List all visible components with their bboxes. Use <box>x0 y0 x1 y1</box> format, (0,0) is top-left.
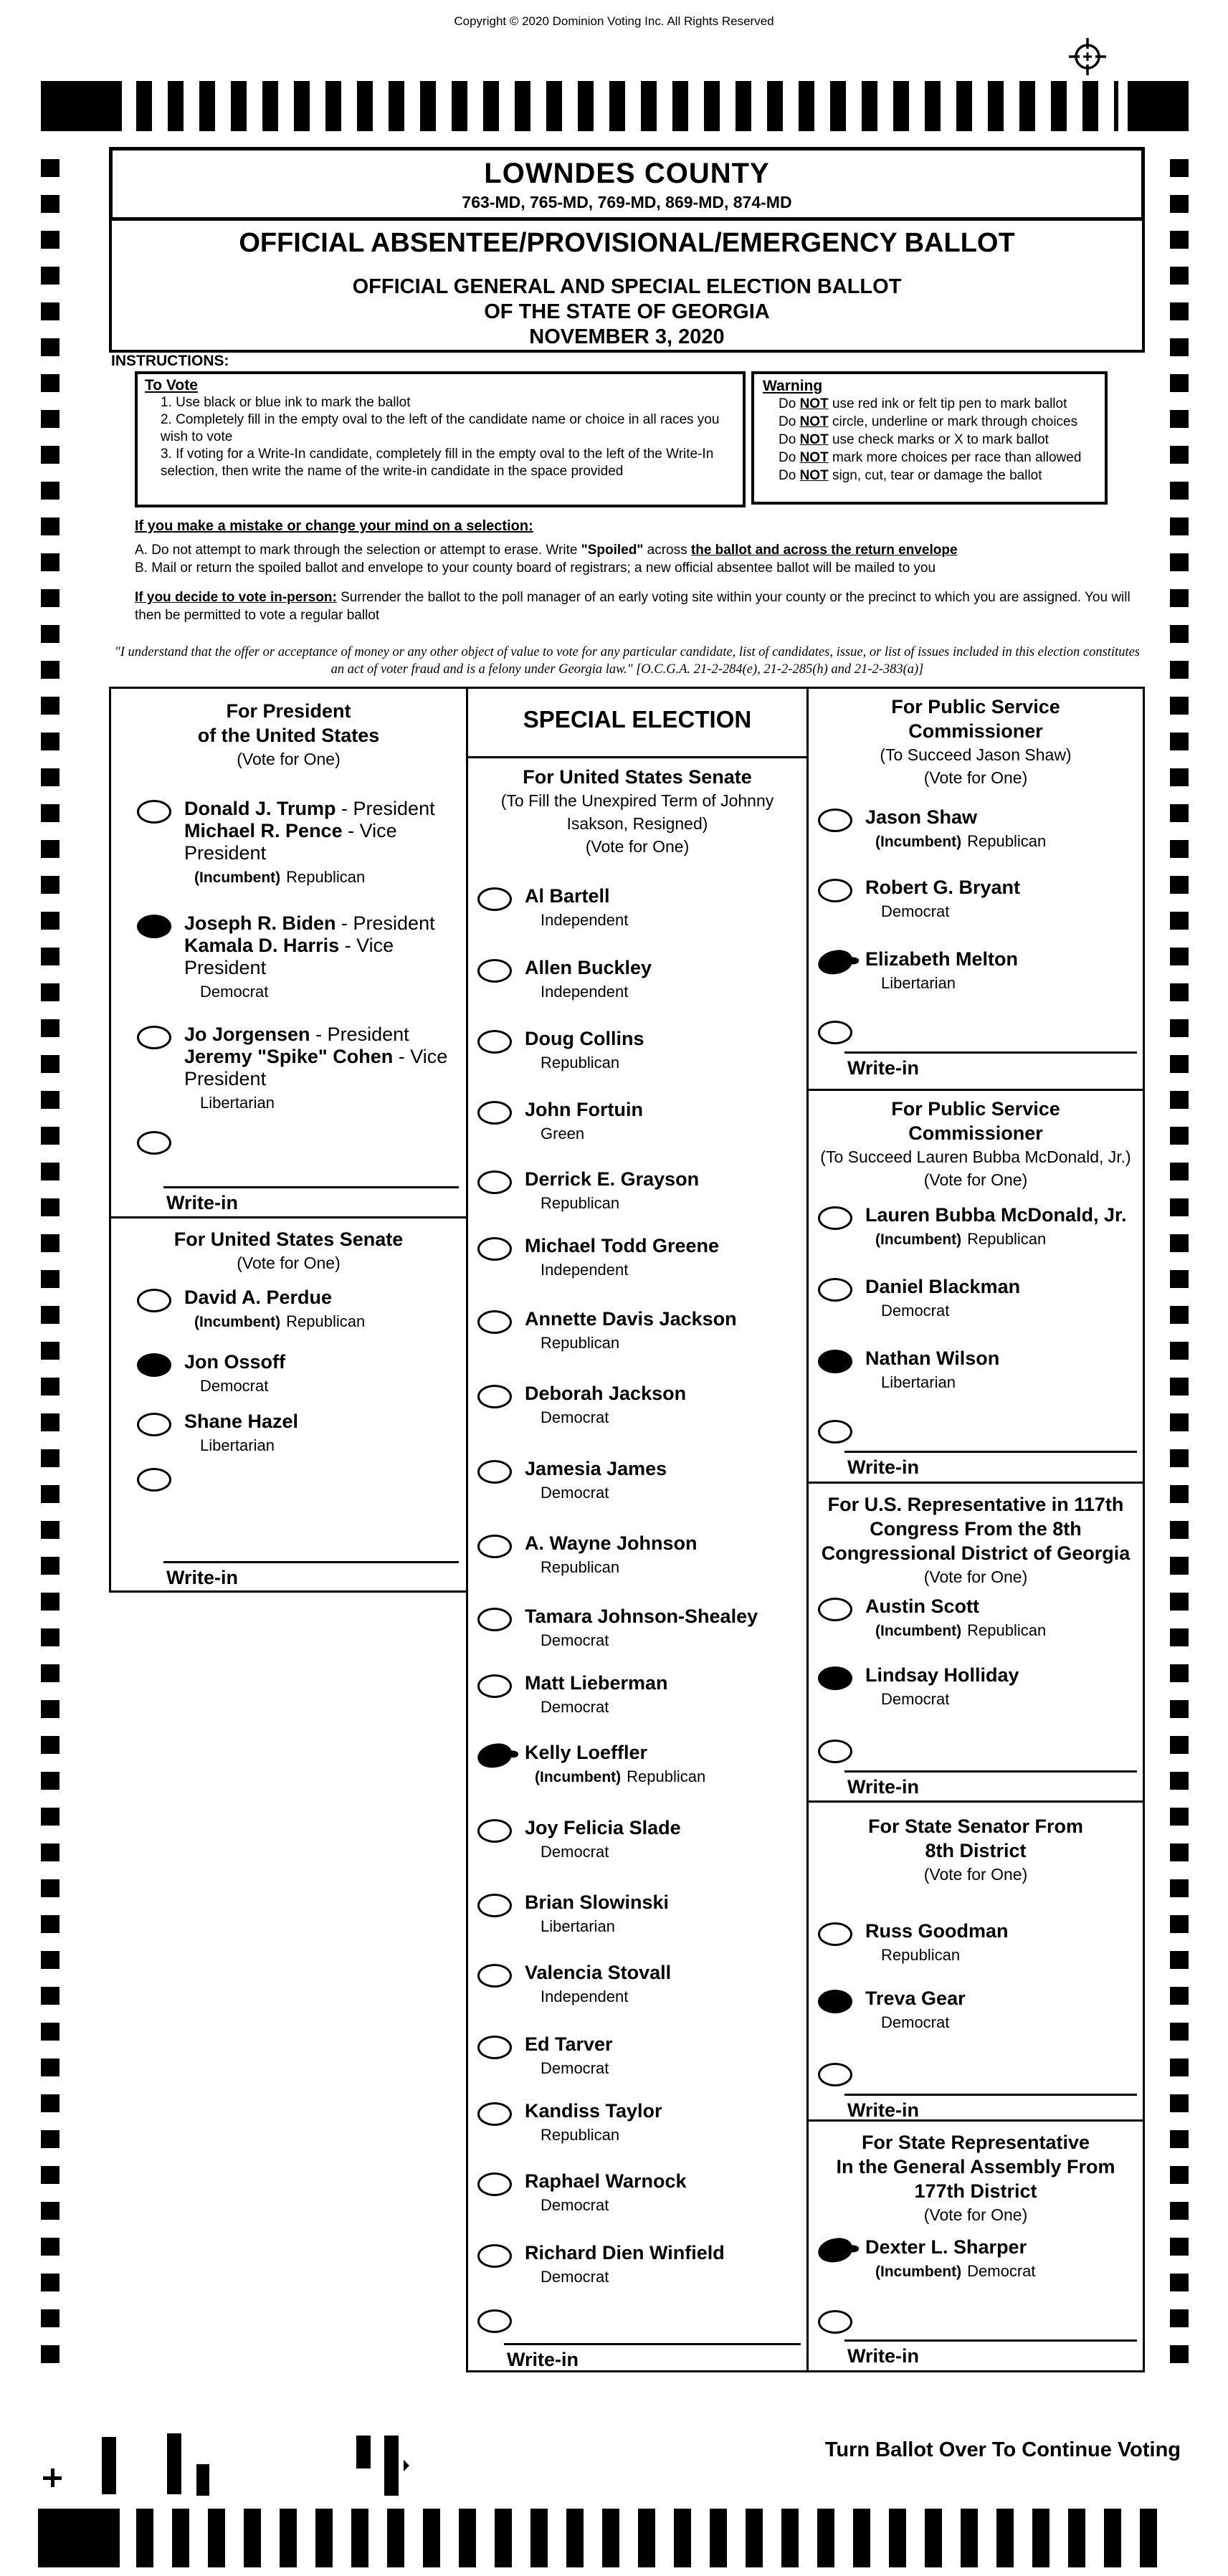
in-person-note: If you decide to vote in-person: Surrender the ballot to the poll manager of an early voting site within your county or the precinct to which you are assigned. You will then be permitted to vote a regular ballot <box>135 590 1131 623</box>
race-title: 177th District <box>914 2180 1037 2202</box>
candidate-row-collins <box>477 1028 801 1072</box>
ballot-oval[interactable] <box>477 1030 512 1054</box>
candidate-name: Jamesia James <box>525 1458 667 1479</box>
vote-for-note: (Vote for One) <box>237 750 341 768</box>
candidate-party: Republican <box>881 1946 961 1964</box>
warning-title: Warning <box>763 378 823 394</box>
candidate-party: Democrat <box>541 2196 609 2214</box>
write-in-oval-row <box>818 1418 1137 1444</box>
candidate-name: Michael R. Pence - Vice President <box>184 820 397 864</box>
candidate-row-d-jackson <box>477 1383 801 1427</box>
candidate-name: Joy Felicia Slade <box>525 1817 681 1838</box>
to-vote-item: 1. Use black or blue ink to mark the ballot <box>161 395 411 410</box>
candidate-party: (Incumbent) Republican <box>875 1230 1047 1248</box>
ballot-oval[interactable] <box>818 1206 852 1230</box>
write-in-oval[interactable] <box>818 2063 852 2086</box>
write-in-label: Write-in <box>847 1456 919 1478</box>
ballot-oval[interactable] <box>818 808 852 832</box>
write-in-oval[interactable] <box>477 2309 512 2333</box>
candidate-name: Jo Jorgensen - President <box>184 1024 409 1045</box>
candidate-party: Democrat <box>200 1377 269 1395</box>
timing-mark-left-column <box>41 159 60 2381</box>
vote-for-note: (Vote for One) <box>585 837 690 856</box>
warning-box <box>751 371 1108 505</box>
ballot-oval[interactable] <box>477 1385 512 1408</box>
timing-mark-top-row <box>136 81 1118 131</box>
ballot-oval[interactable] <box>817 2236 854 2264</box>
barcode-start-block <box>38 2509 120 2567</box>
special-election-heading: SPECIAL ELECTION <box>523 706 752 733</box>
race-us-rep-117 <box>806 1484 1145 1803</box>
ballot-oval[interactable] <box>818 1922 852 1946</box>
vote-for-note: (Vote for One) <box>923 2205 1028 2224</box>
candidate-party: Independent <box>541 1261 629 1279</box>
ballot-oval[interactable] <box>477 1460 512 1484</box>
candidate-row-slade <box>477 1817 801 1861</box>
candidate-name: Joseph R. Biden - President <box>184 912 435 934</box>
county-header-box <box>109 147 1145 221</box>
ballot-title-box <box>109 221 1145 353</box>
candidate-row-lieberman <box>477 1672 801 1717</box>
write-in-oval[interactable] <box>818 1021 852 1044</box>
mistake-heading: If you make a mistake or change your mind on a selection: <box>135 518 533 534</box>
candidate-name: Matt Lieberman <box>525 1672 668 1694</box>
candidate-name: Donald J. Trump - President <box>184 798 435 819</box>
candidate-name: Raphael Warnock <box>525 2170 687 2192</box>
candidate-name: Elizabeth Melton <box>865 948 1019 970</box>
warning-item: Do NOT use red ink or felt tip pen to mark ballot <box>779 396 1067 411</box>
footer-timing-bar <box>384 2436 399 2496</box>
candidate-row-james <box>477 1458 801 1502</box>
candidate-row-stovall <box>477 1962 801 2006</box>
timing-mark-top-left-block <box>41 81 122 131</box>
ballot-oval[interactable] <box>818 1278 852 1302</box>
candidate-party: Republican <box>541 1558 620 1576</box>
write-in-area[interactable] <box>844 2094 1137 2122</box>
candidate-party: Green <box>541 1125 585 1142</box>
ballot-oval[interactable] <box>477 1170 512 1194</box>
precinct-list: 763-MD, 765-MD, 769-MD, 869-MD, 874-MD <box>462 193 792 211</box>
ballot-oval[interactable] <box>818 1666 852 1690</box>
write-in-label: Write-in <box>847 1776 919 1798</box>
write-in-oval-row <box>137 1466 460 1492</box>
candidate-party: (Incumbent) Republican <box>875 1621 1047 1639</box>
write-in-label: Write-in <box>507 2349 579 2370</box>
ballot-oval[interactable] <box>137 1413 171 1436</box>
voter-fraud-legal-text: "I understand that the offer or acceptance of money or any other object of value to vote for any particular candidate, list of candidates, issue, or list of issues included in this election constitutes an act of voter fraud and is a felony under Georgia law." [O.C.G.A. 21-2-284(e), 21-2-285(h) and 21-2-383(a)] <box>115 645 1140 677</box>
race-title: of the United States <box>197 725 380 746</box>
warning-item: Do NOT use check marks or X to mark ballot <box>779 432 1049 447</box>
ballot-oval[interactable] <box>477 887 512 911</box>
race-subtitle: (To Succeed Lauren Bubba McDonald, Jr.) <box>820 1148 1131 1166</box>
turn-ballot-over-note: Turn Ballot Over To Continue Voting <box>824 2438 1181 2461</box>
race-subtitle: (To Succeed Jason Shaw) <box>880 745 1072 764</box>
candidate-party: Republican <box>541 1194 620 1212</box>
candidate-party: Democrat <box>541 1843 609 1861</box>
candidate-name: Dexter L. Sharper <box>865 2236 1027 2258</box>
race-title: For Public Service <box>891 1098 1060 1120</box>
candidate-row-trump-pence <box>137 798 460 887</box>
write-in-oval[interactable] <box>818 1740 852 1763</box>
candidate-row-holliday <box>818 1664 1137 1709</box>
to-vote-item: 3. If voting for a Write-In candidate, completely fill in the empty oval to the left of the Write-In selection, then write the name of the write-in candidate in the space provided <box>161 447 714 479</box>
candidate-name: A. Wayne Johnson <box>525 1532 698 1554</box>
candidate-name: Brian Slowinski <box>525 1892 670 1913</box>
candidate-name: Shane Hazel <box>184 1411 299 1432</box>
write-in-oval-row <box>818 1019 1137 1044</box>
race-title: Commissioner <box>908 720 1043 742</box>
ballot-oval[interactable] <box>818 1350 852 1373</box>
race-psc-shaw <box>806 687 1145 1091</box>
write-in-area[interactable] <box>163 1186 459 1214</box>
ballot-oval[interactable] <box>477 959 512 983</box>
race-title: In the General Assembly From <box>836 2156 1115 2177</box>
vote-for-note: (Vote for One) <box>923 1170 1028 1189</box>
vote-for-note: (Vote for One) <box>237 1254 341 1272</box>
candidate-party: Libertarian <box>541 1917 615 1935</box>
write-in-oval-row <box>818 1737 1137 1763</box>
warning-item: Do NOT mark more choices per race than allowed <box>779 450 1082 465</box>
candidate-name: Lindsay Holliday <box>865 1664 1019 1686</box>
candidate-name: Al Bartell <box>525 885 610 907</box>
ballot-title: OFFICIAL ABSENTEE/PROVISIONAL/EMERGENCY BALLOT <box>239 228 1015 258</box>
candidate-row-warnock <box>477 2170 801 2215</box>
candidate-row-tarver <box>477 2033 801 2078</box>
divider <box>468 756 806 758</box>
candidate-name: Kandiss Taylor <box>525 2100 662 2122</box>
ballot-oval[interactable] <box>477 1894 512 1917</box>
ballot-oval[interactable] <box>477 1674 512 1698</box>
footer-timing-bar <box>102 2437 116 2494</box>
ballot-oval[interactable] <box>477 1535 512 1558</box>
candidate-party: Democrat <box>200 983 269 1001</box>
ballot-oval[interactable] <box>817 948 854 976</box>
candidate-row-taylor <box>477 2100 801 2145</box>
instructions-label: INSTRUCTIONS: <box>111 353 229 369</box>
write-in-oval-row <box>818 2308 1137 2334</box>
write-in-oval[interactable] <box>137 1468 171 1492</box>
candidate-name: Valencia Stovall <box>525 1962 672 1983</box>
to-vote-box <box>135 371 746 507</box>
footer-timing-bar <box>196 2464 209 2496</box>
candidate-row-bryant <box>818 877 1137 921</box>
write-in-oval[interactable] <box>818 2310 852 2334</box>
candidate-row-a-d-jackson <box>477 1308 801 1353</box>
candidate-party: (Incumbent) Republican <box>535 1768 706 1785</box>
candidate-row-johnson <box>477 1532 801 1577</box>
candidate-party: Democrat <box>881 902 950 920</box>
candidate-row-hazel <box>137 1411 460 1455</box>
ballot-oval[interactable] <box>477 2172 512 2196</box>
write-in-oval-row <box>818 2061 1137 2086</box>
write-in-area[interactable] <box>844 1451 1137 1479</box>
election-title-line1: OFFICIAL GENERAL AND SPECIAL ELECTION BALLOT <box>352 275 902 298</box>
candidate-row-winfield <box>477 2242 801 2286</box>
candidate-party: (Incumbent) Democrat <box>875 2262 1036 2280</box>
race-title: Commissioner <box>908 1122 1043 1144</box>
candidate-name: David A. Perdue <box>184 1287 333 1308</box>
candidate-name: Kelly Loeffler <box>525 1742 648 1763</box>
ballot-oval[interactable] <box>137 1289 171 1312</box>
race-title: For Public Service <box>891 696 1060 717</box>
candidate-row-jorgensen-cohen <box>137 1024 460 1112</box>
ballot-barcode <box>136 2509 1159 2567</box>
timing-mark-top-right-block <box>1128 81 1189 131</box>
warning-item: Do NOT sign, cut, tear or damage the ballot <box>779 468 1042 483</box>
candidate-name: Derrick E. Grayson <box>525 1168 700 1190</box>
candidate-name: Michael Todd Greene <box>525 1235 720 1256</box>
candidate-row-blackman <box>818 1276 1137 1320</box>
mistake-instructions <box>135 517 1146 624</box>
footer-timing-bar <box>356 2436 371 2468</box>
race-title: For State Representative <box>861 2132 1090 2153</box>
vote-for-note: (Vote for One) <box>923 1865 1028 1884</box>
candidate-name: Richard Dien Winfield <box>525 2242 725 2263</box>
candidate-party: Democrat <box>541 1484 609 1502</box>
write-in-oval-row <box>137 1129 460 1155</box>
write-in-oval[interactable] <box>818 1420 852 1444</box>
ballot-oval[interactable] <box>477 1310 512 1334</box>
write-in-area[interactable] <box>163 1561 459 1589</box>
election-date: NOVEMBER 3, 2020 <box>529 325 725 348</box>
write-in-oval[interactable] <box>137 1131 171 1155</box>
vote-for-note: (Vote for One) <box>923 768 1028 787</box>
ballot-oval[interactable] <box>477 1964 512 1988</box>
candidate-name: Daniel Blackman <box>865 1276 1021 1297</box>
candidate-party: Independent <box>541 983 629 1001</box>
ballot-oval[interactable] <box>477 2036 512 2059</box>
candidate-name: Jon Ossoff <box>184 1351 286 1373</box>
candidate-name: Jason Shaw <box>865 806 978 828</box>
candidate-name: Nathan Wilson <box>865 1347 1000 1369</box>
candidate-party: Democrat <box>881 2013 950 2031</box>
candidate-row-greene <box>477 1235 801 1279</box>
candidate-row-sharper <box>818 2236 1137 2281</box>
candidate-row-slowinski <box>477 1892 801 1936</box>
candidate-party: Libertarian <box>881 974 956 992</box>
ballot-oval[interactable] <box>818 1598 852 1621</box>
candidate-party: (Incumbent) Republican <box>194 1312 366 1330</box>
mistake-line-a: A. Do not attempt to mark through the selection or attempt to erase. Write "Spoiled" across the ballot and across the return envelope <box>135 543 958 558</box>
race-president <box>109 687 466 1218</box>
ballot-oval[interactable] <box>818 1990 852 2013</box>
candidate-name: Kamala D. Harris - Vice President <box>184 935 394 978</box>
ballot-oval[interactable] <box>818 879 852 902</box>
copyright-text: Copyright © 2020 Dominion Voting Inc. All Rights Reserved <box>454 14 774 28</box>
arrow-mark-icon <box>404 2460 409 2471</box>
candidate-row-mcdonald <box>818 1204 1137 1249</box>
candidate-row-bartell <box>477 885 801 930</box>
candidate-party: Libertarian <box>200 1094 275 1112</box>
race-title: Congressional District of Georgia <box>821 1542 1131 1564</box>
write-in-area[interactable] <box>504 2343 801 2371</box>
candidate-row-fortuin <box>477 1099 801 1143</box>
plus-registration-icon <box>43 2468 62 2487</box>
candidate-party: Republican <box>541 1054 620 1072</box>
candidate-party: Libertarian <box>881 1373 956 1391</box>
ballot-oval[interactable] <box>477 1608 512 1631</box>
candidate-row-buckley <box>477 957 801 1001</box>
candidate-party: Democrat <box>541 1408 609 1426</box>
race-title: For President <box>226 700 351 722</box>
warning-item: Do NOT circle, underline or mark through choices <box>779 414 1078 429</box>
candidate-row-goodman <box>818 1920 1137 1965</box>
candidate-party: Democrat <box>541 2059 609 2077</box>
candidate-name: Russ Goodman <box>865 1920 1009 1942</box>
race-title: For United States Senate <box>523 766 752 788</box>
candidate-party: Republican <box>541 1334 620 1352</box>
ballot-oval[interactable] <box>137 800 171 824</box>
race-psc-mcdonald <box>806 1091 1145 1484</box>
candidate-row-johnson-shealey <box>477 1606 801 1650</box>
race-us-senate <box>109 1218 466 1593</box>
ballot-oval[interactable] <box>476 1742 513 1770</box>
ballot-oval[interactable] <box>137 915 171 938</box>
candidate-name: Ed Tarver <box>525 2033 613 2055</box>
race-subtitle: (To Fill the Unexpired Term of Johnny Isakson, Resigned) <box>500 791 774 833</box>
candidate-row-melton <box>818 948 1137 993</box>
write-in-oval-row <box>477 2307 801 2333</box>
candidate-name: Deborah Jackson <box>525 1383 687 1404</box>
to-vote-item: 2. Completely fill in the empty oval to the left of the candidate name or choice in all races you wish to vote <box>161 412 720 444</box>
footer-timing-bar <box>167 2433 181 2494</box>
race-title: Congress From the 8th <box>870 1518 1082 1540</box>
candidate-name: Robert G. Bryant <box>865 877 1021 898</box>
candidate-party: Democrat <box>881 1690 950 1708</box>
candidate-name: Doug Collins <box>525 1028 644 1049</box>
candidate-party: Democrat <box>881 1302 950 1320</box>
candidate-party: (Incumbent) Republican <box>194 868 366 886</box>
candidate-party: Democrat <box>541 1698 609 1716</box>
candidate-row-biden-harris <box>137 912 460 1001</box>
race-special-us-senate <box>466 687 806 2372</box>
race-state-rep-177 <box>806 2122 1145 2372</box>
candidate-name: Austin Scott <box>865 1595 979 1617</box>
candidate-party: (Incumbent) Republican <box>875 832 1047 850</box>
write-in-label: Write-in <box>847 1057 919 1079</box>
candidate-row-loeffler <box>477 1742 801 1786</box>
write-in-label: Write-in <box>166 1192 238 1213</box>
candidate-row-wilson <box>818 1347 1137 1392</box>
election-title-line2: OF THE STATE OF GEORGIA <box>484 300 770 323</box>
candidate-party: Democrat <box>541 1631 609 1649</box>
race-state-senator-8 <box>806 1803 1145 2122</box>
candidate-party: Republican <box>541 2126 620 2144</box>
candidate-party: Independent <box>541 911 629 929</box>
ballot-oval[interactable] <box>137 1353 171 1377</box>
county-title: LOWNDES COUNTY <box>484 158 770 189</box>
candidate-row-ossoff <box>137 1351 460 1396</box>
candidate-name: John Fortuin <box>525 1099 643 1120</box>
candidate-name: Allen Buckley <box>525 957 652 978</box>
write-in-label: Write-in <box>166 1567 238 1588</box>
candidate-name: Treva Gear <box>865 1988 966 2009</box>
candidate-party: Democrat <box>541 2268 609 2286</box>
write-in-label: Write-in <box>847 2345 919 2367</box>
registration-crosshair-icon <box>1067 37 1108 77</box>
candidate-row-grayson <box>477 1168 801 1213</box>
to-vote-title: To Vote <box>145 377 198 393</box>
ballot-oval[interactable] <box>477 2102 512 2126</box>
ballot-oval[interactable] <box>477 1237 512 1261</box>
candidate-row-perdue <box>137 1287 460 1331</box>
candidate-row-scott <box>818 1595 1137 1640</box>
write-in-area[interactable] <box>844 1051 1137 1079</box>
candidate-name: Tamara Johnson-Shealey <box>525 1606 758 1627</box>
ballot-oval[interactable] <box>477 1819 512 1843</box>
candidate-name: Annette Davis Jackson <box>525 1308 737 1330</box>
ballot-oval[interactable] <box>477 1101 512 1125</box>
ballot-oval[interactable] <box>477 2244 512 2268</box>
race-title: 8th District <box>925 1840 1027 1861</box>
race-title: For State Senator From <box>867 1816 1084 1837</box>
candidate-party: Independent <box>541 1988 629 2005</box>
candidate-row-shaw <box>818 806 1137 851</box>
write-in-area[interactable] <box>844 1770 1137 1798</box>
candidate-name: Lauren Bubba McDonald, Jr. <box>865 1204 1127 1226</box>
race-title: For United States Senate <box>173 1229 404 1250</box>
mistake-line-b: B. Mail or return the spoiled ballot and envelope to your county board of registrars; a new official absentee ballot will be mailed to you <box>135 560 936 576</box>
write-in-area[interactable] <box>844 2339 1137 2367</box>
candidate-name: Jeremy "Spike" Cohen - Vice President <box>184 1046 448 1089</box>
ballot-oval[interactable] <box>137 1026 171 1049</box>
race-title: For U.S. Representative in 117th <box>827 1494 1124 1515</box>
timing-mark-right-column <box>1170 159 1189 2381</box>
vote-for-note: (Vote for One) <box>923 1568 1028 1586</box>
candidate-row-gear <box>818 1988 1137 2032</box>
write-in-label: Write-in <box>847 2099 919 2121</box>
candidate-party: Libertarian <box>200 1436 275 1454</box>
